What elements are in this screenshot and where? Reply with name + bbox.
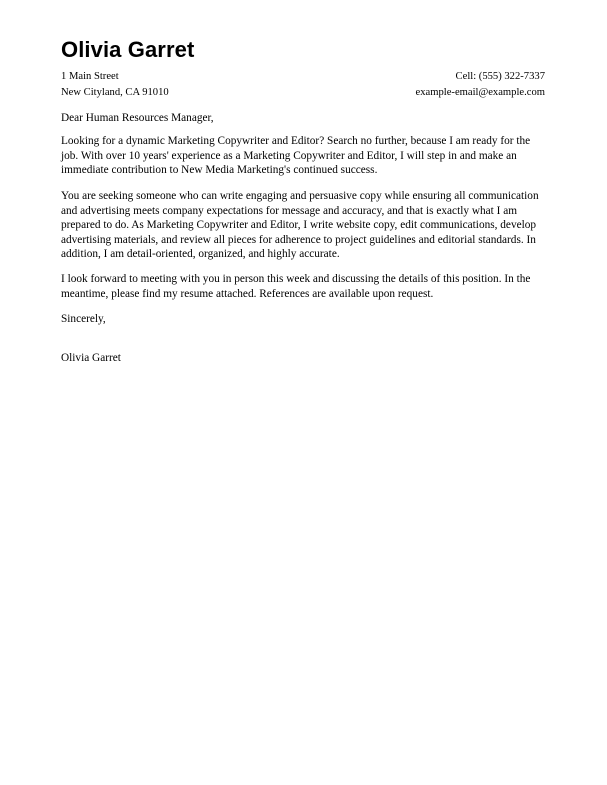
body-paragraph-3: I look forward to meeting with you in person this week and discussing the details of this position. In the meantime, please find my resume attached. References are available upon request.: [61, 273, 531, 300]
address-line-1: 1 Main Street: [61, 71, 119, 82]
contact-row-1: [61, 70, 545, 83]
phone-number: Cell: (555) 322-7337: [455, 71, 545, 82]
body-paragraph-1: Looking for a dynamic Marketing Copywriter and Editor? Search no further, because I am ready for the job. With over 10 years' experience as a Marketing Copywriter and Editor, I will step in and make an immediate contribution to New Media Marketing's continued success.: [61, 135, 531, 176]
closing: Sincerely,: [61, 313, 106, 325]
contact-row-2: [61, 86, 545, 99]
applicant-name: Olivia Garret: [61, 37, 195, 62]
email-address: example-email@example.com: [415, 87, 545, 98]
body-paragraph-2: You are seeking someone who can write engaging and persuasive copy while ensuring all communication and advertising meets company expectations for message and accuracy, and that is exactly what I am prepared to do. As Marketing Copywriter and Editor, I write website copy, edit communications, develop advertising materials, and review all pieces for adherence to project guidelines and editorial standards. In addition, I am detail-oriented, organized, and highly accurate.: [61, 190, 539, 260]
salutation: Dear Human Resources Manager,: [61, 112, 214, 124]
address-line-2: New Cityland, CA 91010: [61, 87, 169, 98]
signature-name: Olivia Garret: [61, 352, 121, 364]
